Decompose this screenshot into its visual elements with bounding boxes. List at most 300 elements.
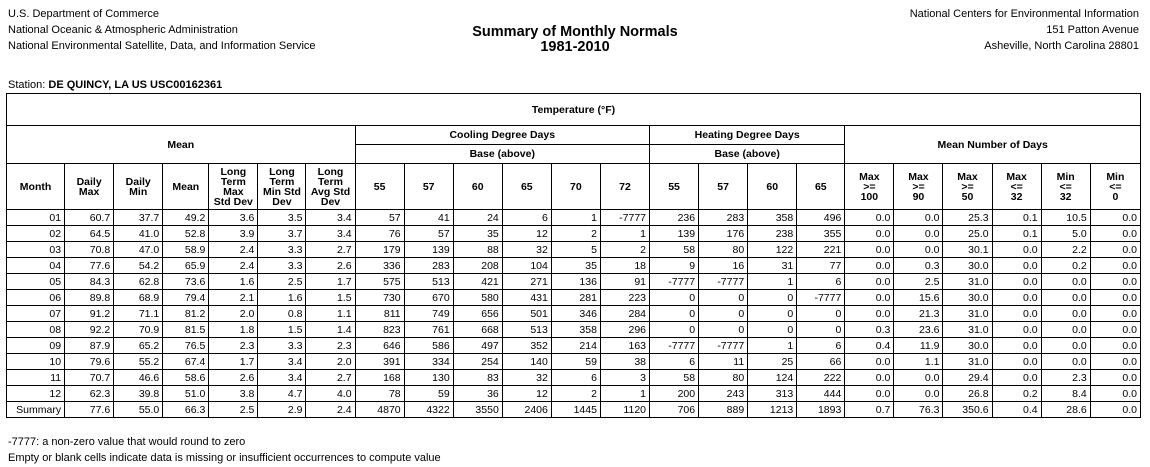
table-cell: 0.1	[992, 226, 1041, 242]
column-header	[650, 164, 699, 210]
table-cell: 350.6	[943, 402, 992, 418]
table-cell: 3.4	[306, 226, 355, 242]
station-label: Station:	[8, 79, 46, 91]
table-cell: 1.5	[306, 290, 355, 306]
table-cell: 1	[748, 274, 797, 290]
table-cell: 37.7	[114, 210, 163, 226]
table-cell: 656	[453, 306, 502, 322]
cooling-base-header: Base (above)	[355, 145, 649, 164]
table-cell: 431	[502, 290, 551, 306]
table-cell: 0.0	[845, 370, 894, 386]
table-row	[7, 386, 1141, 402]
table-cell: 284	[600, 306, 649, 322]
table-cell: 60.7	[65, 210, 114, 226]
column-header-line: Daily	[125, 175, 151, 188]
table-cell: 0.0	[1090, 290, 1140, 306]
table-cell: 0.0	[992, 338, 1041, 354]
table-cell: 0.0	[894, 242, 943, 258]
column-header	[845, 164, 894, 210]
table-cell: 35	[551, 258, 600, 274]
column-header-line: Long	[317, 165, 344, 178]
table-cell: 32	[502, 370, 551, 386]
table-cell: 889	[699, 402, 748, 418]
table-cell: 0.0	[1041, 338, 1090, 354]
table-cell: 0	[748, 322, 797, 338]
table-cell: 58	[650, 242, 699, 258]
table-cell: 77.6	[65, 258, 114, 274]
table-cell: 444	[797, 386, 845, 402]
table-cell: 0.0	[1090, 258, 1140, 274]
table-cell: 358	[748, 210, 797, 226]
month-cell: 10	[7, 354, 65, 370]
table-cell: 89.8	[65, 290, 114, 306]
column-header-line: Month	[19, 180, 52, 193]
column-header-line: Term	[220, 175, 246, 188]
month-cell: 05	[7, 274, 65, 290]
table-cell: 84.3	[65, 274, 114, 290]
table-cell: 271	[502, 274, 551, 290]
table-cell: 1	[600, 226, 649, 242]
table-cell: 761	[404, 322, 453, 338]
table-cell: 2	[600, 242, 649, 258]
table-cell: 80	[699, 370, 748, 386]
table-cell: 0.0	[1041, 274, 1090, 290]
table-cell: 1	[551, 210, 600, 226]
column-header	[1090, 164, 1140, 210]
table-cell: 730	[355, 290, 404, 306]
footnote: Empty or blank cells indicate data is missing or insufficient occurrences to compute value	[8, 452, 441, 464]
column-header-line: Mean	[172, 180, 200, 193]
column-header	[7, 164, 65, 210]
column-header-line: Dev	[320, 195, 341, 208]
table-cell: 4870	[355, 402, 404, 418]
column-header-line: <=	[1010, 180, 1023, 193]
table-cell: 47.0	[114, 242, 163, 258]
column-header	[65, 164, 114, 210]
table-cell: 0.0	[1090, 274, 1140, 290]
address-line: Asheville, North Carolina 28801	[984, 40, 1139, 52]
table-cell: 0.0	[1090, 226, 1140, 242]
table-cell: 6	[551, 370, 600, 386]
table-cell: 0.2	[992, 386, 1041, 402]
column-header-line: <=	[1059, 180, 1072, 193]
column-header-line: Dev	[272, 195, 292, 208]
table-cell: 1213	[748, 402, 797, 418]
column-header	[209, 164, 258, 210]
table-cell: 23.6	[894, 322, 943, 338]
table-cell: 313	[748, 386, 797, 402]
column-header-line: Min Std	[262, 185, 301, 198]
column-header-line: 65	[520, 180, 533, 193]
table-cell: 70.7	[65, 370, 114, 386]
table-cell: 0.0	[1041, 290, 1090, 306]
table-cell: 749	[404, 306, 453, 322]
table-cell: 0	[699, 290, 748, 306]
table-cell: 30.0	[943, 338, 992, 354]
table-cell: 1.4	[306, 322, 355, 338]
table-cell: 1893	[797, 402, 845, 418]
table-cell: 334	[404, 354, 453, 370]
table-cell: 21.3	[894, 306, 943, 322]
table-cell: 2.7	[306, 370, 355, 386]
table-cell: 0.0	[894, 370, 943, 386]
table-cell: 88	[453, 242, 502, 258]
table-cell: 2.5	[258, 274, 306, 290]
column-header	[502, 164, 551, 210]
column-header-line: Max	[957, 170, 978, 183]
table-cell: 38	[600, 354, 649, 370]
table-cell: 66.3	[163, 402, 209, 418]
column-header	[943, 164, 992, 210]
table-cell: 31.0	[943, 322, 992, 338]
table-cell: 24	[453, 210, 502, 226]
column-header-line: 65	[814, 180, 827, 193]
column-header	[992, 164, 1041, 210]
table-cell: 65.9	[163, 258, 209, 274]
table-cell: 80	[699, 242, 748, 258]
column-header-line: Min	[1106, 170, 1125, 183]
table-cell: 16	[699, 258, 748, 274]
table-cell: 140	[502, 354, 551, 370]
table-cell: 11.9	[894, 338, 943, 354]
table-cell: 0.0	[845, 386, 894, 402]
report-years: 1981-2010	[540, 39, 610, 55]
table-cell: 92.2	[65, 322, 114, 338]
table-cell: 78	[355, 386, 404, 402]
column-header-line: 57	[717, 180, 729, 193]
table-cell: 0.0	[1090, 354, 1140, 370]
table-row	[7, 274, 1141, 290]
table-cell: 0.0	[1041, 354, 1090, 370]
table-cell: 58.6	[163, 370, 209, 386]
table-cell: 0	[650, 290, 699, 306]
column-header-line: 55	[668, 180, 680, 193]
table-cell: 0.0	[992, 306, 1041, 322]
table-cell: 0.0	[894, 210, 943, 226]
table-cell: 0.0	[992, 274, 1041, 290]
table-cell: 0.0	[992, 290, 1041, 306]
table-cell: 1120	[600, 402, 649, 418]
table-cell: 79.6	[65, 354, 114, 370]
table-cell: 670	[404, 290, 453, 306]
table-cell: 575	[355, 274, 404, 290]
table-cell: 139	[650, 226, 699, 242]
footnotes	[8, 434, 441, 466]
table-cell: 0.0	[1041, 306, 1090, 322]
column-header-line: Term	[318, 175, 343, 188]
table-cell: 3.3	[258, 242, 306, 258]
table-cell: 0.8	[258, 306, 306, 322]
table-cell: 77.6	[65, 402, 114, 418]
table-row	[7, 354, 1141, 370]
table-cell: 0.0	[845, 306, 894, 322]
table-cell: 1.8	[209, 322, 258, 338]
month-cell: 03	[7, 242, 65, 258]
table-cell: 2.4	[209, 242, 258, 258]
table-cell: 6	[502, 210, 551, 226]
table-cell: 58.9	[163, 242, 209, 258]
table-cell: 0.0	[992, 322, 1041, 338]
column-header	[699, 164, 748, 210]
month-cell: 02	[7, 226, 65, 242]
table-cell: 208	[453, 258, 502, 274]
column-header	[453, 164, 502, 210]
table-cell: 32	[502, 242, 551, 258]
table-cell: 39.8	[114, 386, 163, 402]
table-cell: 823	[355, 322, 404, 338]
table-cell: 65.2	[114, 338, 163, 354]
table-cell: 2.5	[209, 402, 258, 418]
column-header-line: >=	[961, 180, 974, 193]
table-cell: 64.5	[65, 226, 114, 242]
column-header-line: 70	[570, 180, 582, 193]
table-cell: 811	[355, 306, 404, 322]
table-cell: 41	[404, 210, 453, 226]
table-cell: 31	[748, 258, 797, 274]
table-cell: 139	[404, 242, 453, 258]
table-cell: 0.0	[845, 290, 894, 306]
table-cell: 3.9	[209, 226, 258, 242]
column-header	[551, 164, 600, 210]
table-cell: 0.0	[845, 258, 894, 274]
table-cell: 3.4	[258, 354, 306, 370]
column-header-line: Std Dev	[213, 195, 253, 208]
table-body	[7, 210, 1141, 418]
table-cell: 70.8	[65, 242, 114, 258]
table-cell: 77	[797, 258, 845, 274]
footnote: -7777: a non-zero value that would round to zero	[8, 436, 246, 448]
normals-table	[6, 93, 1141, 418]
table-cell: 0.0	[992, 258, 1041, 274]
table-cell: 58	[650, 370, 699, 386]
table-cell: 73.6	[163, 274, 209, 290]
table-cell: 30.0	[943, 258, 992, 274]
agency-line: U.S. Department of Commerce	[8, 8, 159, 20]
table-cell: 1.6	[209, 274, 258, 290]
table-cell: 9	[650, 258, 699, 274]
table-cell: 4.0	[306, 386, 355, 402]
column-header	[258, 164, 306, 210]
table-row	[7, 322, 1141, 338]
table-row	[7, 210, 1141, 226]
table-cell: 221	[797, 242, 845, 258]
table-cell: 0	[650, 322, 699, 338]
table-cell: 200	[650, 386, 699, 402]
table-cell: 0.3	[894, 258, 943, 274]
column-header-line: Term	[269, 175, 295, 188]
table-cell: 1.7	[306, 274, 355, 290]
table-cell: 136	[551, 274, 600, 290]
table-cell: 91.2	[65, 306, 114, 322]
table-cell: 243	[699, 386, 748, 402]
table-cell: 2.3	[209, 338, 258, 354]
table-cell: 281	[551, 290, 600, 306]
table-cell: 336	[355, 258, 404, 274]
table-cell: 497	[453, 338, 502, 354]
table-cell: 0.4	[992, 402, 1041, 418]
cooling-degree-days-header: Cooling Degree Days	[355, 126, 649, 145]
table-title: Temperature (°F)	[7, 94, 1141, 126]
table-cell: 30.0	[943, 290, 992, 306]
table-cell: 57	[404, 226, 453, 242]
table-cell: 0	[699, 322, 748, 338]
center-address-block	[910, 6, 1139, 54]
table-row	[7, 242, 1141, 258]
column-header-line: 72	[619, 180, 631, 193]
table-cell: 2.0	[306, 354, 355, 370]
table-cell: 283	[404, 258, 453, 274]
table-cell: 31.0	[943, 274, 992, 290]
agency-line: National Environmental Satellite, Data, and Information Service	[8, 40, 316, 52]
table-cell: 580	[453, 290, 502, 306]
table-cell: 1.7	[209, 354, 258, 370]
month-cell: 07	[7, 306, 65, 322]
table-cell: 706	[650, 402, 699, 418]
table-cell: -7777	[699, 338, 748, 354]
table-cell: 176	[699, 226, 748, 242]
table-cell: 0.0	[845, 274, 894, 290]
column-header-line: Max	[78, 185, 100, 198]
table-cell: 12	[502, 386, 551, 402]
month-cell: 12	[7, 386, 65, 402]
table-cell: 68.9	[114, 290, 163, 306]
table-cell: 41.0	[114, 226, 163, 242]
table-cell: 358	[551, 322, 600, 338]
column-header-line: >=	[912, 180, 925, 193]
table-cell: 0.0	[1090, 322, 1140, 338]
table-cell: 2.3	[306, 338, 355, 354]
table-cell: 0	[797, 322, 845, 338]
report-title: Summary of Monthly Normals	[472, 24, 678, 40]
table-cell: 0.0	[1090, 306, 1140, 322]
summary-row	[7, 402, 1141, 418]
table-cell: 238	[748, 226, 797, 242]
heating-degree-days-header: Heating Degree Days	[650, 126, 845, 145]
table-cell: 0.0	[894, 226, 943, 242]
column-header-line: <=	[1109, 180, 1122, 193]
month-cell: 11	[7, 370, 65, 386]
column-header-line: Avg Std	[310, 185, 351, 198]
table-cell: 179	[355, 242, 404, 258]
table-row	[7, 370, 1141, 386]
table-row	[7, 306, 1141, 322]
table-cell: 513	[502, 322, 551, 338]
table-row	[7, 290, 1141, 306]
table-cell: 254	[453, 354, 502, 370]
column-header	[894, 164, 943, 210]
table-cell: 0.0	[1090, 338, 1140, 354]
table-cell: 391	[355, 354, 404, 370]
table-cell: 0.4	[845, 338, 894, 354]
table-row	[7, 226, 1141, 242]
table-cell: 70.9	[114, 322, 163, 338]
mean-group-header: Mean	[7, 126, 356, 164]
table-cell: 83	[453, 370, 502, 386]
table-cell: 3.8	[209, 386, 258, 402]
table-cell: 124	[748, 370, 797, 386]
table-cell: 0.0	[992, 370, 1041, 386]
table-cell: 71.1	[114, 306, 163, 322]
table-cell: 296	[600, 322, 649, 338]
column-header-line: 60	[766, 180, 779, 193]
table-cell: 0.2	[1041, 258, 1090, 274]
table-cell: 18	[600, 258, 649, 274]
column-header-line: >=	[863, 180, 876, 193]
table-cell: 0.0	[845, 354, 894, 370]
table-cell: 0	[797, 306, 845, 322]
mean-number-of-days-header: Mean Number of Days	[845, 126, 1141, 164]
table-cell: 46.6	[114, 370, 163, 386]
table-cell: 76	[355, 226, 404, 242]
table-cell: 0.0	[1090, 386, 1140, 402]
table-cell: 76.5	[163, 338, 209, 354]
month-cell: 04	[7, 258, 65, 274]
table-cell: 11	[699, 354, 748, 370]
table-cell: 2.3	[1041, 370, 1090, 386]
table-cell: 12	[502, 226, 551, 242]
station-name: DE QUINCY, LA US USC00162361	[48, 79, 223, 91]
table-cell: 1.5	[258, 322, 306, 338]
table-cell: 29.4	[943, 370, 992, 386]
table-cell: 3.4	[306, 210, 355, 226]
table-cell: 223	[600, 290, 649, 306]
table-cell: 0.0	[1041, 322, 1090, 338]
table-cell: 0	[748, 306, 797, 322]
column-header-line: Long	[220, 165, 247, 178]
table-cell: 79.4	[163, 290, 209, 306]
column-header	[163, 164, 209, 210]
table-cell: 130	[404, 370, 453, 386]
table-cell: 2.6	[306, 258, 355, 274]
table-cell: 3.6	[209, 210, 258, 226]
column-header-line: 32	[1010, 190, 1023, 203]
table-cell: 26.8	[943, 386, 992, 402]
table-cell: 2.7	[306, 242, 355, 258]
table-cell: 5	[551, 242, 600, 258]
table-cell: 2.1	[209, 290, 258, 306]
table-cell: 31.0	[943, 306, 992, 322]
column-header	[797, 164, 845, 210]
table-cell: 36	[453, 386, 502, 402]
column-header-line: Max	[908, 170, 929, 183]
table-cell: 0.0	[1090, 370, 1140, 386]
table-cell: 0.0	[1090, 402, 1140, 418]
table-cell: 1.6	[258, 290, 306, 306]
month-cell: 01	[7, 210, 65, 226]
column-header-line: Max	[1006, 170, 1027, 183]
table-cell: 66	[797, 354, 845, 370]
table-cell: 4322	[404, 402, 453, 418]
table-cell: 283	[699, 210, 748, 226]
table-cell: 0.3	[845, 322, 894, 338]
table-cell: 8.4	[1041, 386, 1090, 402]
column-header-line: 32	[1059, 190, 1072, 203]
table-cell: 501	[502, 306, 551, 322]
table-cell: 421	[453, 274, 502, 290]
table-cell: 76.3	[894, 402, 943, 418]
table-cell: 2.0	[209, 306, 258, 322]
table-cell: 0	[748, 290, 797, 306]
table-cell: 646	[355, 338, 404, 354]
column-header	[355, 164, 404, 210]
table-cell: 55.0	[114, 402, 163, 418]
table-cell: 1	[600, 386, 649, 402]
table-cell: 0.0	[845, 210, 894, 226]
column-header-line: Max	[223, 185, 244, 198]
column-header-line: 90	[912, 190, 925, 203]
table-cell: 513	[404, 274, 453, 290]
column-header	[404, 164, 453, 210]
